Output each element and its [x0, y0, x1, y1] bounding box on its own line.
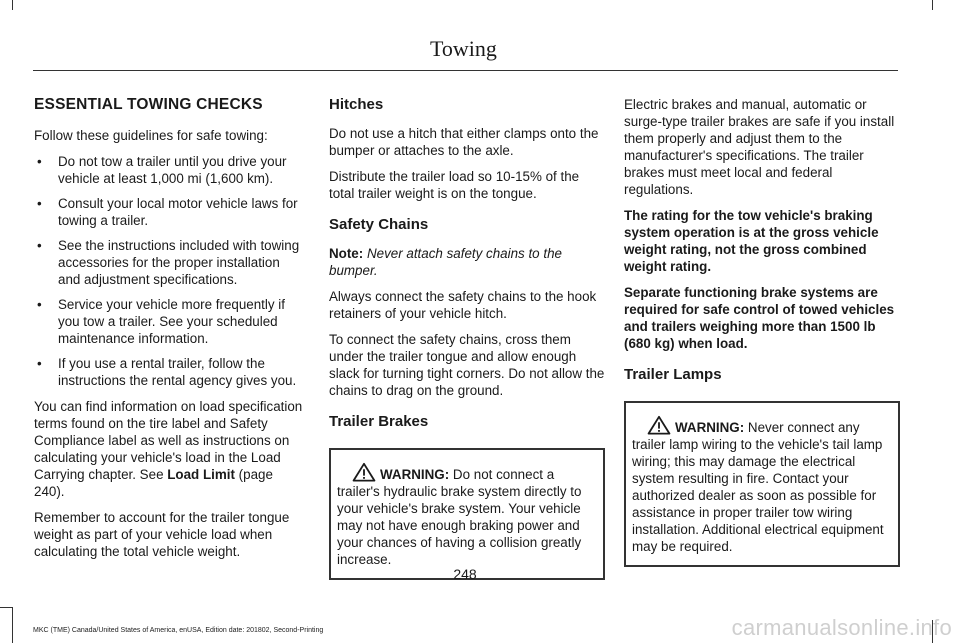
- warning-box-brakes: [329, 448, 605, 580]
- safety-chains-heading: Safety Chains: [329, 216, 429, 233]
- chains-paragraph-2: To connect the safety chains, cross them under the trailer tongue and allow enough slack for turning tight corners. Do not allow the chains to drag on the ground.: [329, 332, 605, 398]
- separate-brakes-paragraph: Separate functioning brake systems are required for safe control of towed vehicles and trailers weighing more than 1500 lb (680 kg) when load.: [624, 285, 895, 351]
- intro-text: Follow these guidelines for safe towing:: [34, 128, 268, 143]
- hitches-paragraph-2: Distribute the trailer load so 10-15% of the total trailer weight is on the tongue.: [329, 169, 580, 201]
- load-info-text: You can find information on load specification terms found on the tire label and Safety Compliance label as well as instructions on calculating your vehicle's load in the Load Carrying chapter. See: [34, 399, 303, 482]
- warning-text: Never connect any trailer lamp wiring to the vehicle's tail lamp wiring; this may damage the electrical system resulting in fire. Contact your authorized dealer as soon as possible for assistance in proper trailer tow wiring installation. Additional electrical equipment may be required.: [632, 420, 884, 554]
- page-reference: (page 240).: [34, 467, 273, 499]
- warning-text: Do not connect a trailer's hydraulic brake system directly to your vehicle's brake system. Your vehicle may not have enough braking power and your chances of having a collision greatly increase.: [337, 467, 582, 567]
- page-number: 248: [453, 566, 477, 582]
- section-heading: ESSENTIAL TOWING CHECKS: [34, 96, 263, 113]
- hitches-heading: Hitches: [329, 96, 384, 113]
- trailer-lamps-heading: Trailer Lamps: [624, 366, 722, 383]
- header-rule: [33, 70, 898, 71]
- crop-mark: [932, 0, 933, 10]
- list-item: • See the instructions included with towing accessories for the proper installation and adjustment specifications.: [34, 237, 304, 288]
- warning-triangle-icon: [646, 415, 672, 435]
- crop-mark: [12, 0, 13, 10]
- tongue-weight-paragraph: Remember to account for the trailer tongue weight as part of your vehicle load when calculating the total vehicle weight.: [34, 510, 290, 559]
- list-item: • If you use a rental trailer, follow the instructions the rental agency gives you.: [34, 355, 304, 389]
- column-1: [34, 96, 304, 569]
- footer-edition-info: MKC (TME) Canada/United States of America, enUSA, Edition date: 201802, Second-Printing: [33, 627, 324, 634]
- column-3: [624, 96, 900, 567]
- load-info-paragraph: [34, 398, 304, 500]
- note-label: Note:: [329, 246, 364, 261]
- load-limit-link[interactable]: Load Limit: [167, 467, 235, 482]
- warning-label: WARNING:: [675, 420, 745, 435]
- crop-mark: [12, 607, 13, 643]
- chapter-title: Towing: [430, 36, 497, 61]
- list-item: • Consult your local motor vehicle laws for towing a trailer.: [34, 195, 304, 229]
- brakes-paragraph: Electric brakes and manual, automatic or surge-type trailer brakes are safe if you install them properly and adjust them to the manufacturer's specifications. The trailer brakes must meet local and federal regulations.: [624, 97, 895, 197]
- guidelines-list: [34, 153, 304, 389]
- warning-label: WARNING:: [380, 467, 450, 482]
- watermark: carmanualsonline.info: [731, 615, 952, 640]
- braking-rating-paragraph: The rating for the tow vehicle's braking system operation is at the gross vehicle weight rating, not the gross combined weight rating.: [624, 208, 879, 274]
- note-text: Never attach safety chains to the bumper.: [329, 246, 562, 278]
- warning-box-lamps: [624, 401, 900, 567]
- column-2: [329, 96, 605, 580]
- note: [329, 245, 605, 279]
- chains-paragraph-1: Always connect the safety chains to the hook retainers of your vehicle hitch.: [329, 289, 597, 321]
- warning-triangle-icon: [351, 462, 377, 482]
- hitches-paragraph-1: Do not use a hitch that either clamps onto the bumper or attaches to the axle.: [329, 126, 599, 158]
- list-item: • Do not tow a trailer until you drive your vehicle at least 1,000 mi (1,600 km).: [34, 153, 304, 187]
- crop-mark: [0, 607, 12, 608]
- trailer-brakes-heading: Trailer Brakes: [329, 413, 429, 430]
- list-item: • Service your vehicle more frequently if you tow a trailer. See your scheduled maintenance information.: [34, 296, 304, 347]
